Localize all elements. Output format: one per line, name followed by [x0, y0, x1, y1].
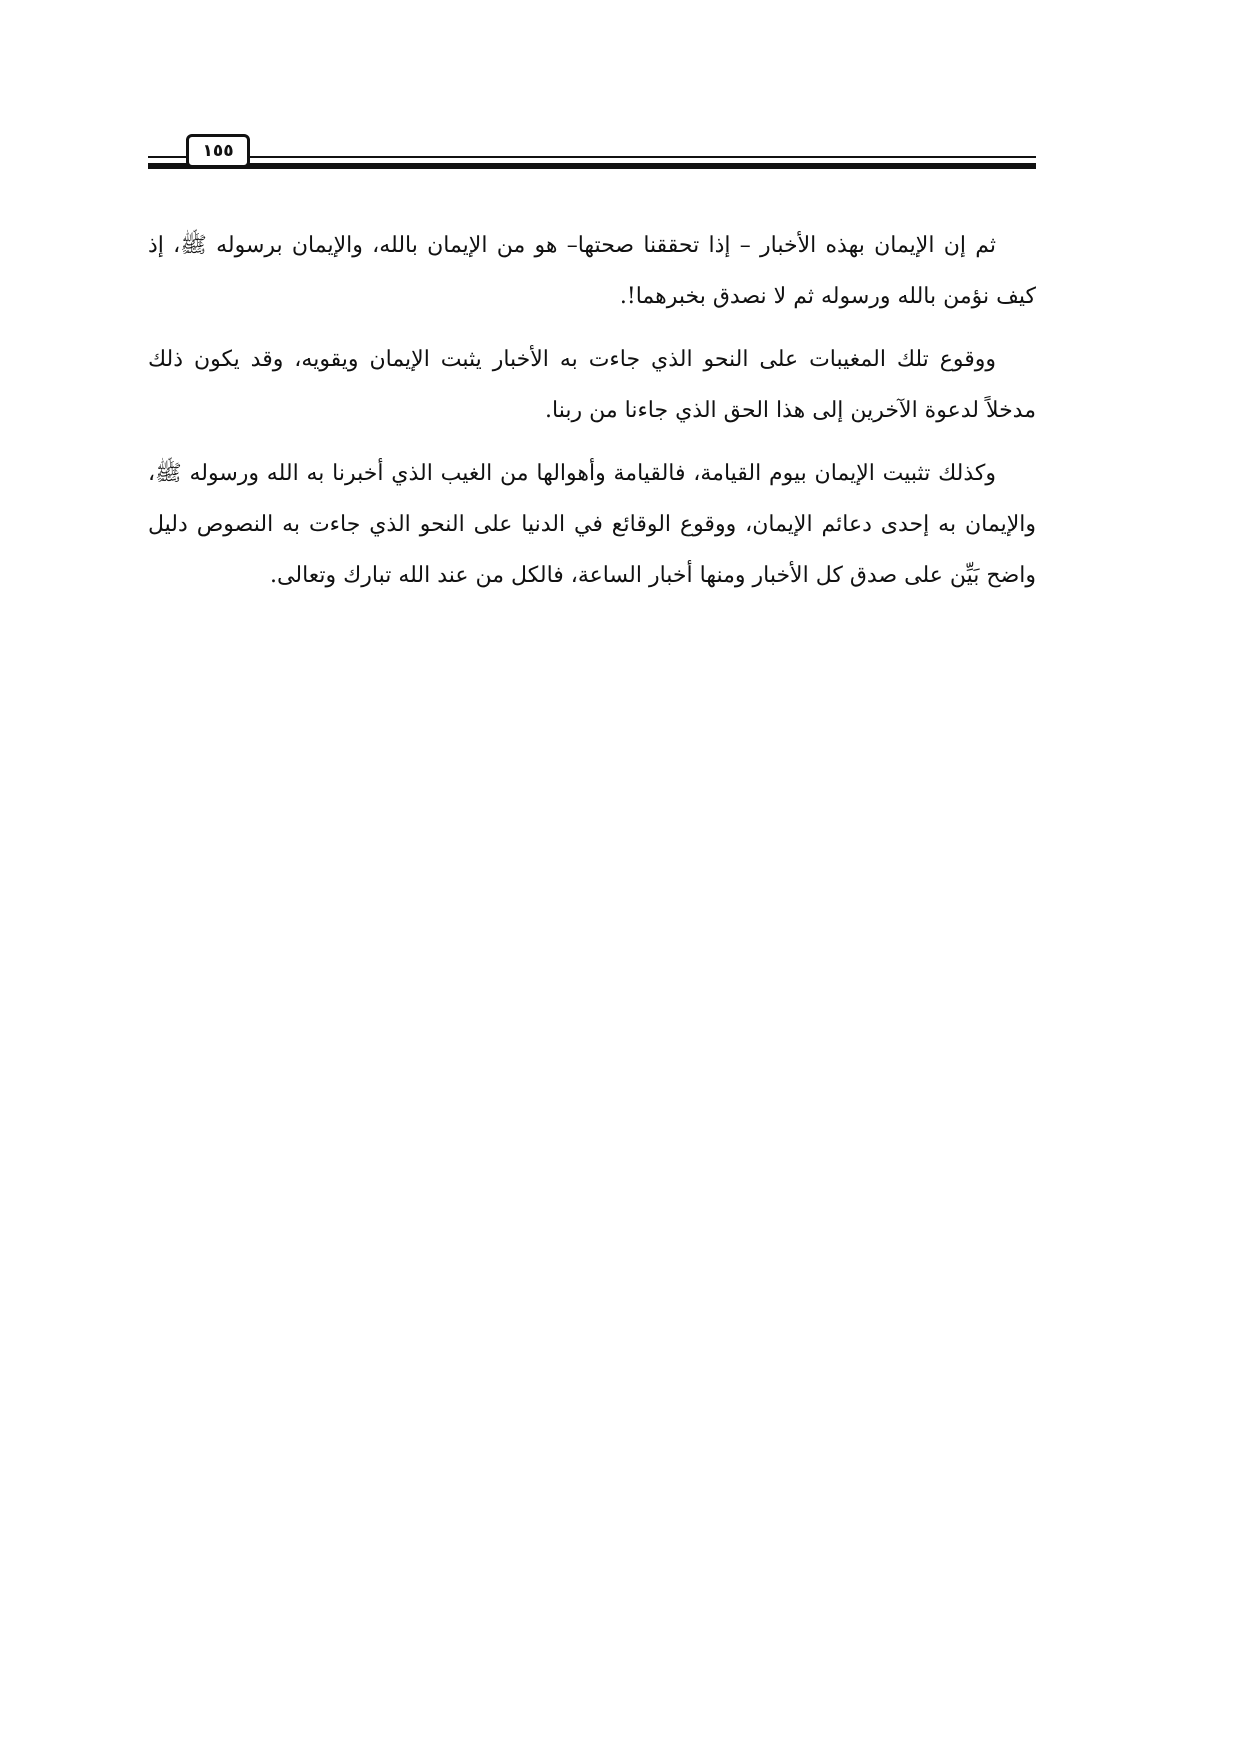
paragraph-3: وكذلك تثبيت الإيمان بيوم القيامة، فالقيامة وأهوالها من الغيب الذي أخبرنا به الله ورسوله ﷺ، والإيمان به إحدى دعائم الإيمان، ووقوع الوقائع في الدنيا على النحو الذي جاءت به النصوص دليل واضح بَيِّن على صدق كل الأخبار ومنها أخبار الساعة، فالكل من عند الله تبارك وتعالى.: [148, 461, 1036, 588]
paragraph-1: ثم إن الإيمان بهذه الأخبار – إذا تحققنا صحتها– هو من الإيمان بالله، والإيمان برسوله ﷺ، إذ كيف نؤمن بالله ورسوله ثم لا نصدق بخبرهما!.: [148, 233, 1036, 309]
page-header: [148, 126, 1036, 174]
paragraph-2: ووقوع تلك المغيبات على النحو الذي جاءت به الأخبار يثبت الإيمان ويقويه، وقد يكون ذلك مدخلاً لدعوة الآخرين إلى هذا الحق الذي جاءنا من ربنا.: [148, 347, 1036, 423]
page-body: [148, 220, 1036, 613]
header-thick-rule: [148, 163, 1036, 169]
page-number: ١٥٥: [186, 134, 250, 168]
header-thin-rule: [148, 156, 1036, 158]
